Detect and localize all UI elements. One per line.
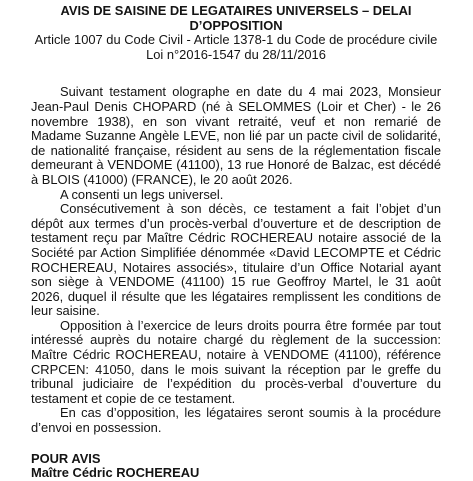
- notice-legal-reference: Article 1007 du Code Civil - Article 1378-1 du Code de procédure civile: [34, 32, 438, 48]
- legal-notice: [31, 4, 441, 481]
- notice-title: AVIS DE SAISINE DE LEGATAIRES UNIVERSELS – DELAI D’OPPOSITION: [60, 3, 412, 33]
- paragraph-deposit: Consécutivement à son décès, ce testament a fait l’objet d’un dépôt aux termes d’un procès-verbal d’ouverture et de description de testament reçu par Maître Cédric ROCHEREAU notaire associé de la Société par Action Simplifiée dénommée «David LECOMPTE et Cédric ROCHEREAU, Notaires associés», titulaire d’un Office Notarial ayant son siège à VENDOME (41100) 15 rue Geoffroy Martel, le 31 août 2026, duquel il résulte que les légataires remplissent les conditions de leur saisine.: [31, 201, 441, 319]
- header-spacer: [31, 62, 441, 85]
- paragraph-possession: En cas d’opposition, les légataires seront soumis à la procédure d’envoi en possession.: [31, 405, 441, 436]
- paragraph-testament: Suivant testament olographe en date du 4 mai 2023, Monsieur Jean-Paul Denis CHOPARD (né à SELOMMES (Loir et Cher) - le 26 novembre 1938), en son vivant retraité, veuf et non remarié de Madame Suzanne Angèle LEVE, non lié par un pacte civil de solidarité, de nationalité française, résident au sens de la réglementation fiscale demeurant à VENDOME (41100), 13 rue Honoré de Balzac, est décédé à BLOIS (41000) (FRANCE), le 20 août 2026.: [31, 84, 441, 187]
- notice-law-reference: Loi n°2016-1547 du 28/11/2016: [146, 46, 326, 62]
- signature-spacer: [31, 436, 441, 452]
- signature-notary-name: Maître Cédric ROCHEREAU: [31, 465, 200, 481]
- signature-pour-avis: POUR AVIS: [31, 450, 101, 466]
- paragraph-legacy: A consenti un legs universel.: [60, 186, 224, 202]
- paragraph-opposition: Opposition à l’exercice de leurs droits pourra être formée par tout intéressé auprès du notaire chargé du règlement de la succession: Maître Cédric ROCHEREAU, notaire à VENDOME (41100), référence CRPCEN: 41050, dans le mois suivant la réception par le greffe du tribunal judiciaire de l’expédition du procès-verbal d’ouverture du testament et copie de ce testament.: [31, 317, 441, 406]
